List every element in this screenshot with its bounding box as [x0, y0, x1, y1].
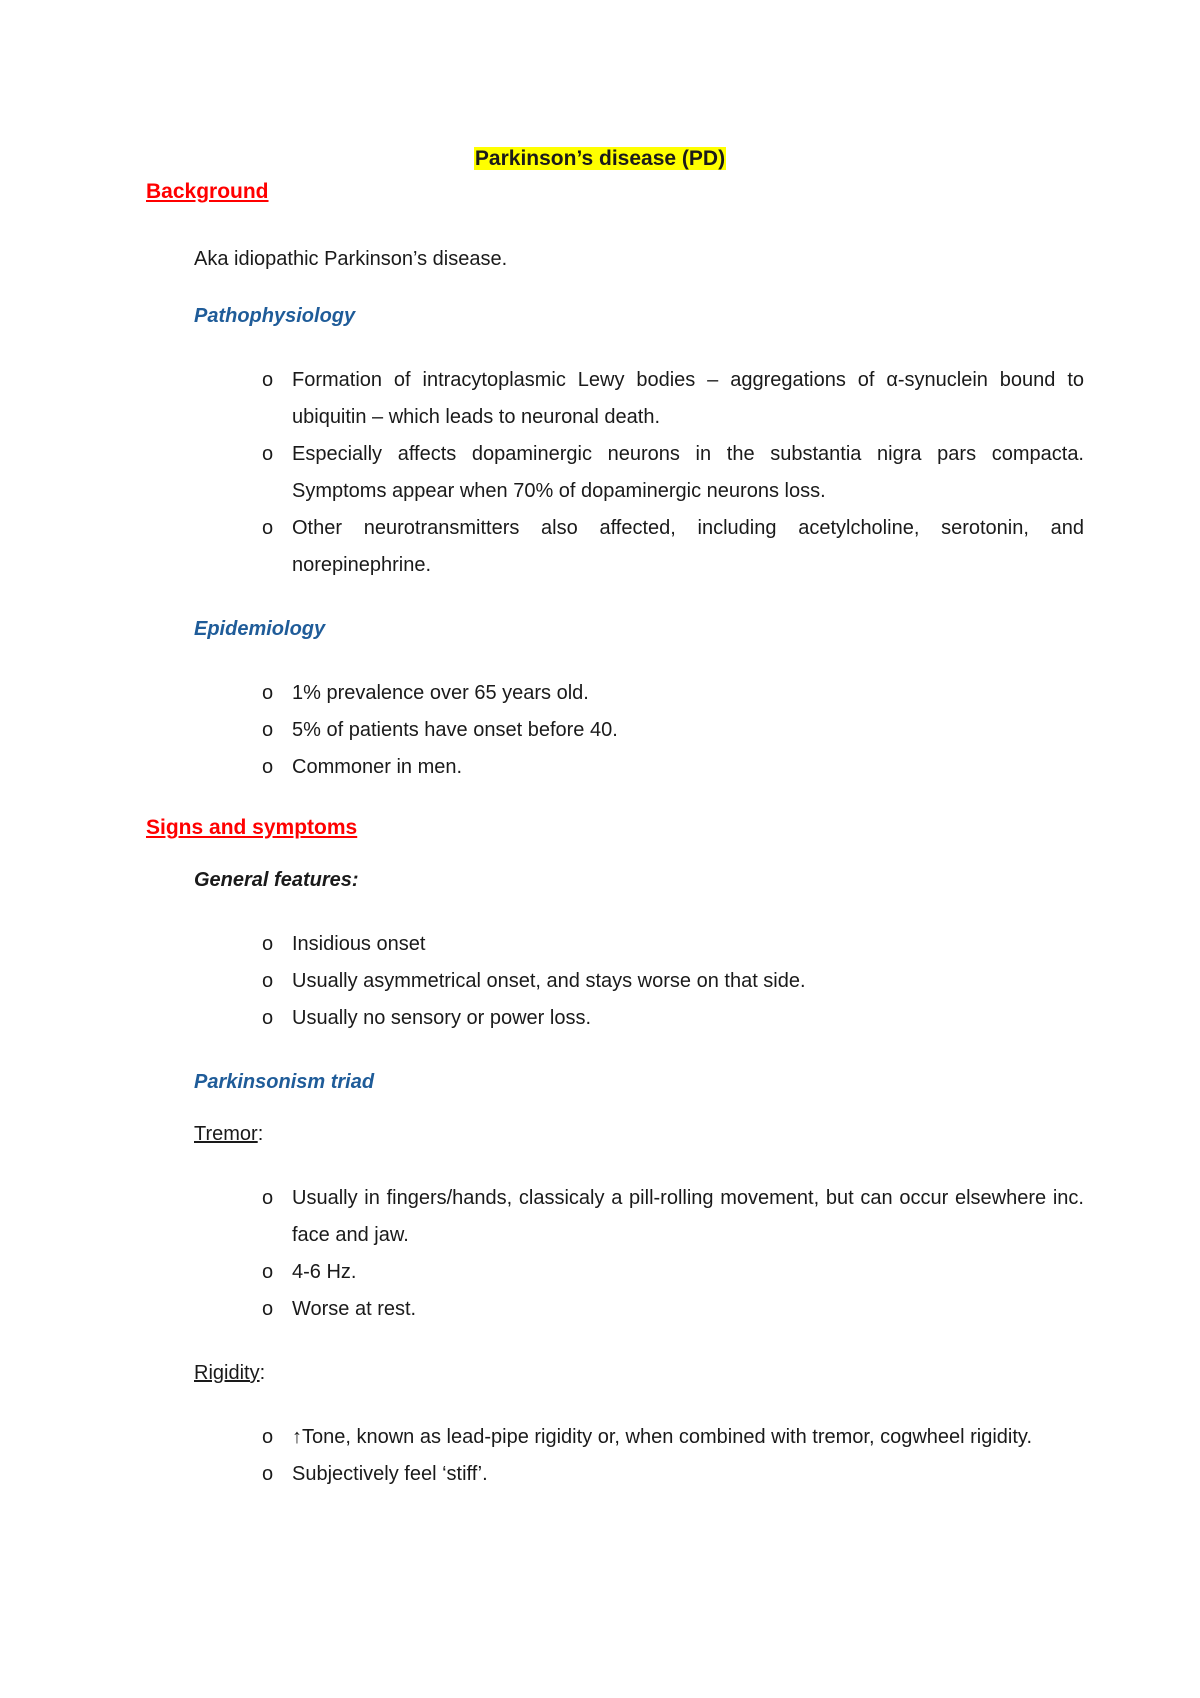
- heading-epidemiology: Epidemiology: [194, 618, 326, 640]
- heading-background: Background: [146, 180, 269, 203]
- bullet-icon: o: [262, 517, 274, 539]
- bullet-icon: o: [262, 1007, 274, 1029]
- bullet-icon: o: [262, 682, 274, 704]
- list-item: o Insidious onset: [262, 926, 1084, 963]
- list-item: o 5% of patients have onset before 40.: [262, 712, 1084, 749]
- bullet-icon: o: [262, 443, 274, 465]
- bullet-icon: o: [262, 1261, 274, 1283]
- bullet-icon: o: [262, 1463, 274, 1485]
- list-item: o Subjectively feel ‘stiff’.: [262, 1456, 1084, 1493]
- bullet-icon: o: [262, 933, 274, 955]
- heading-signs-and-symptoms: Signs and symptoms: [146, 816, 358, 839]
- list-item: o Usually in fingers/hands, classicaly a pill-rolling movement, but can occur elsewhere inc. face and jaw.: [262, 1180, 1084, 1254]
- list-item: o ↑Tone, known as lead-pipe rigidity or, when combined with tremor, cogwheel rigidity.: [262, 1419, 1084, 1456]
- epidemiology-list: [262, 675, 1084, 786]
- heading-general-features: General features:: [194, 869, 359, 891]
- pathophysiology-list: [262, 362, 1084, 584]
- bullet-icon: o: [262, 1426, 274, 1448]
- list-item: o Usually asymmetrical onset, and stays worse on that side.: [262, 963, 1084, 1000]
- heading-tremor: Tremor:: [194, 1123, 264, 1145]
- heading-pathophysiology: Pathophysiology: [194, 305, 356, 327]
- list-item: o Commoner in men.: [262, 749, 1084, 786]
- aka-paragraph: Aka idiopathic Parkinson’s disease.: [194, 248, 508, 270]
- bullet-icon: o: [262, 756, 274, 778]
- bullet-icon: o: [262, 1187, 274, 1209]
- list-item: o Other neurotransmitters also affected, including acetylcholine, serotonin, and norepinephrine.: [262, 510, 1084, 584]
- heading-rigidity: Rigidity:: [194, 1362, 266, 1384]
- rigidity-list: [262, 1419, 1084, 1493]
- list-item: o Worse at rest.: [262, 1291, 1084, 1328]
- bullet-icon: o: [262, 1298, 274, 1320]
- list-item: o 4-6 Hz.: [262, 1254, 1084, 1291]
- document-title: Parkinson’s disease (PD): [474, 147, 726, 170]
- bullet-icon: o: [262, 970, 274, 992]
- list-item: o 1% prevalence over 65 years old.: [262, 675, 1084, 712]
- list-item: o Usually no sensory or power loss.: [262, 1000, 1084, 1037]
- bullet-icon: o: [262, 369, 274, 391]
- bullet-icon: o: [262, 719, 274, 741]
- heading-parkinsonism-triad: Parkinsonism triad: [194, 1071, 375, 1093]
- tremor-list: [262, 1180, 1084, 1328]
- general-features-list: [262, 926, 1084, 1037]
- list-item: o Formation of intracytoplasmic Lewy bodies – aggregations of α-synuclein bound to ubiquitin – which leads to neuronal death.: [262, 362, 1084, 436]
- list-item: o Especially affects dopaminergic neurons in the substantia nigra pars compacta. Symptoms appear when 70% of dopaminergic neurons loss.: [262, 436, 1084, 510]
